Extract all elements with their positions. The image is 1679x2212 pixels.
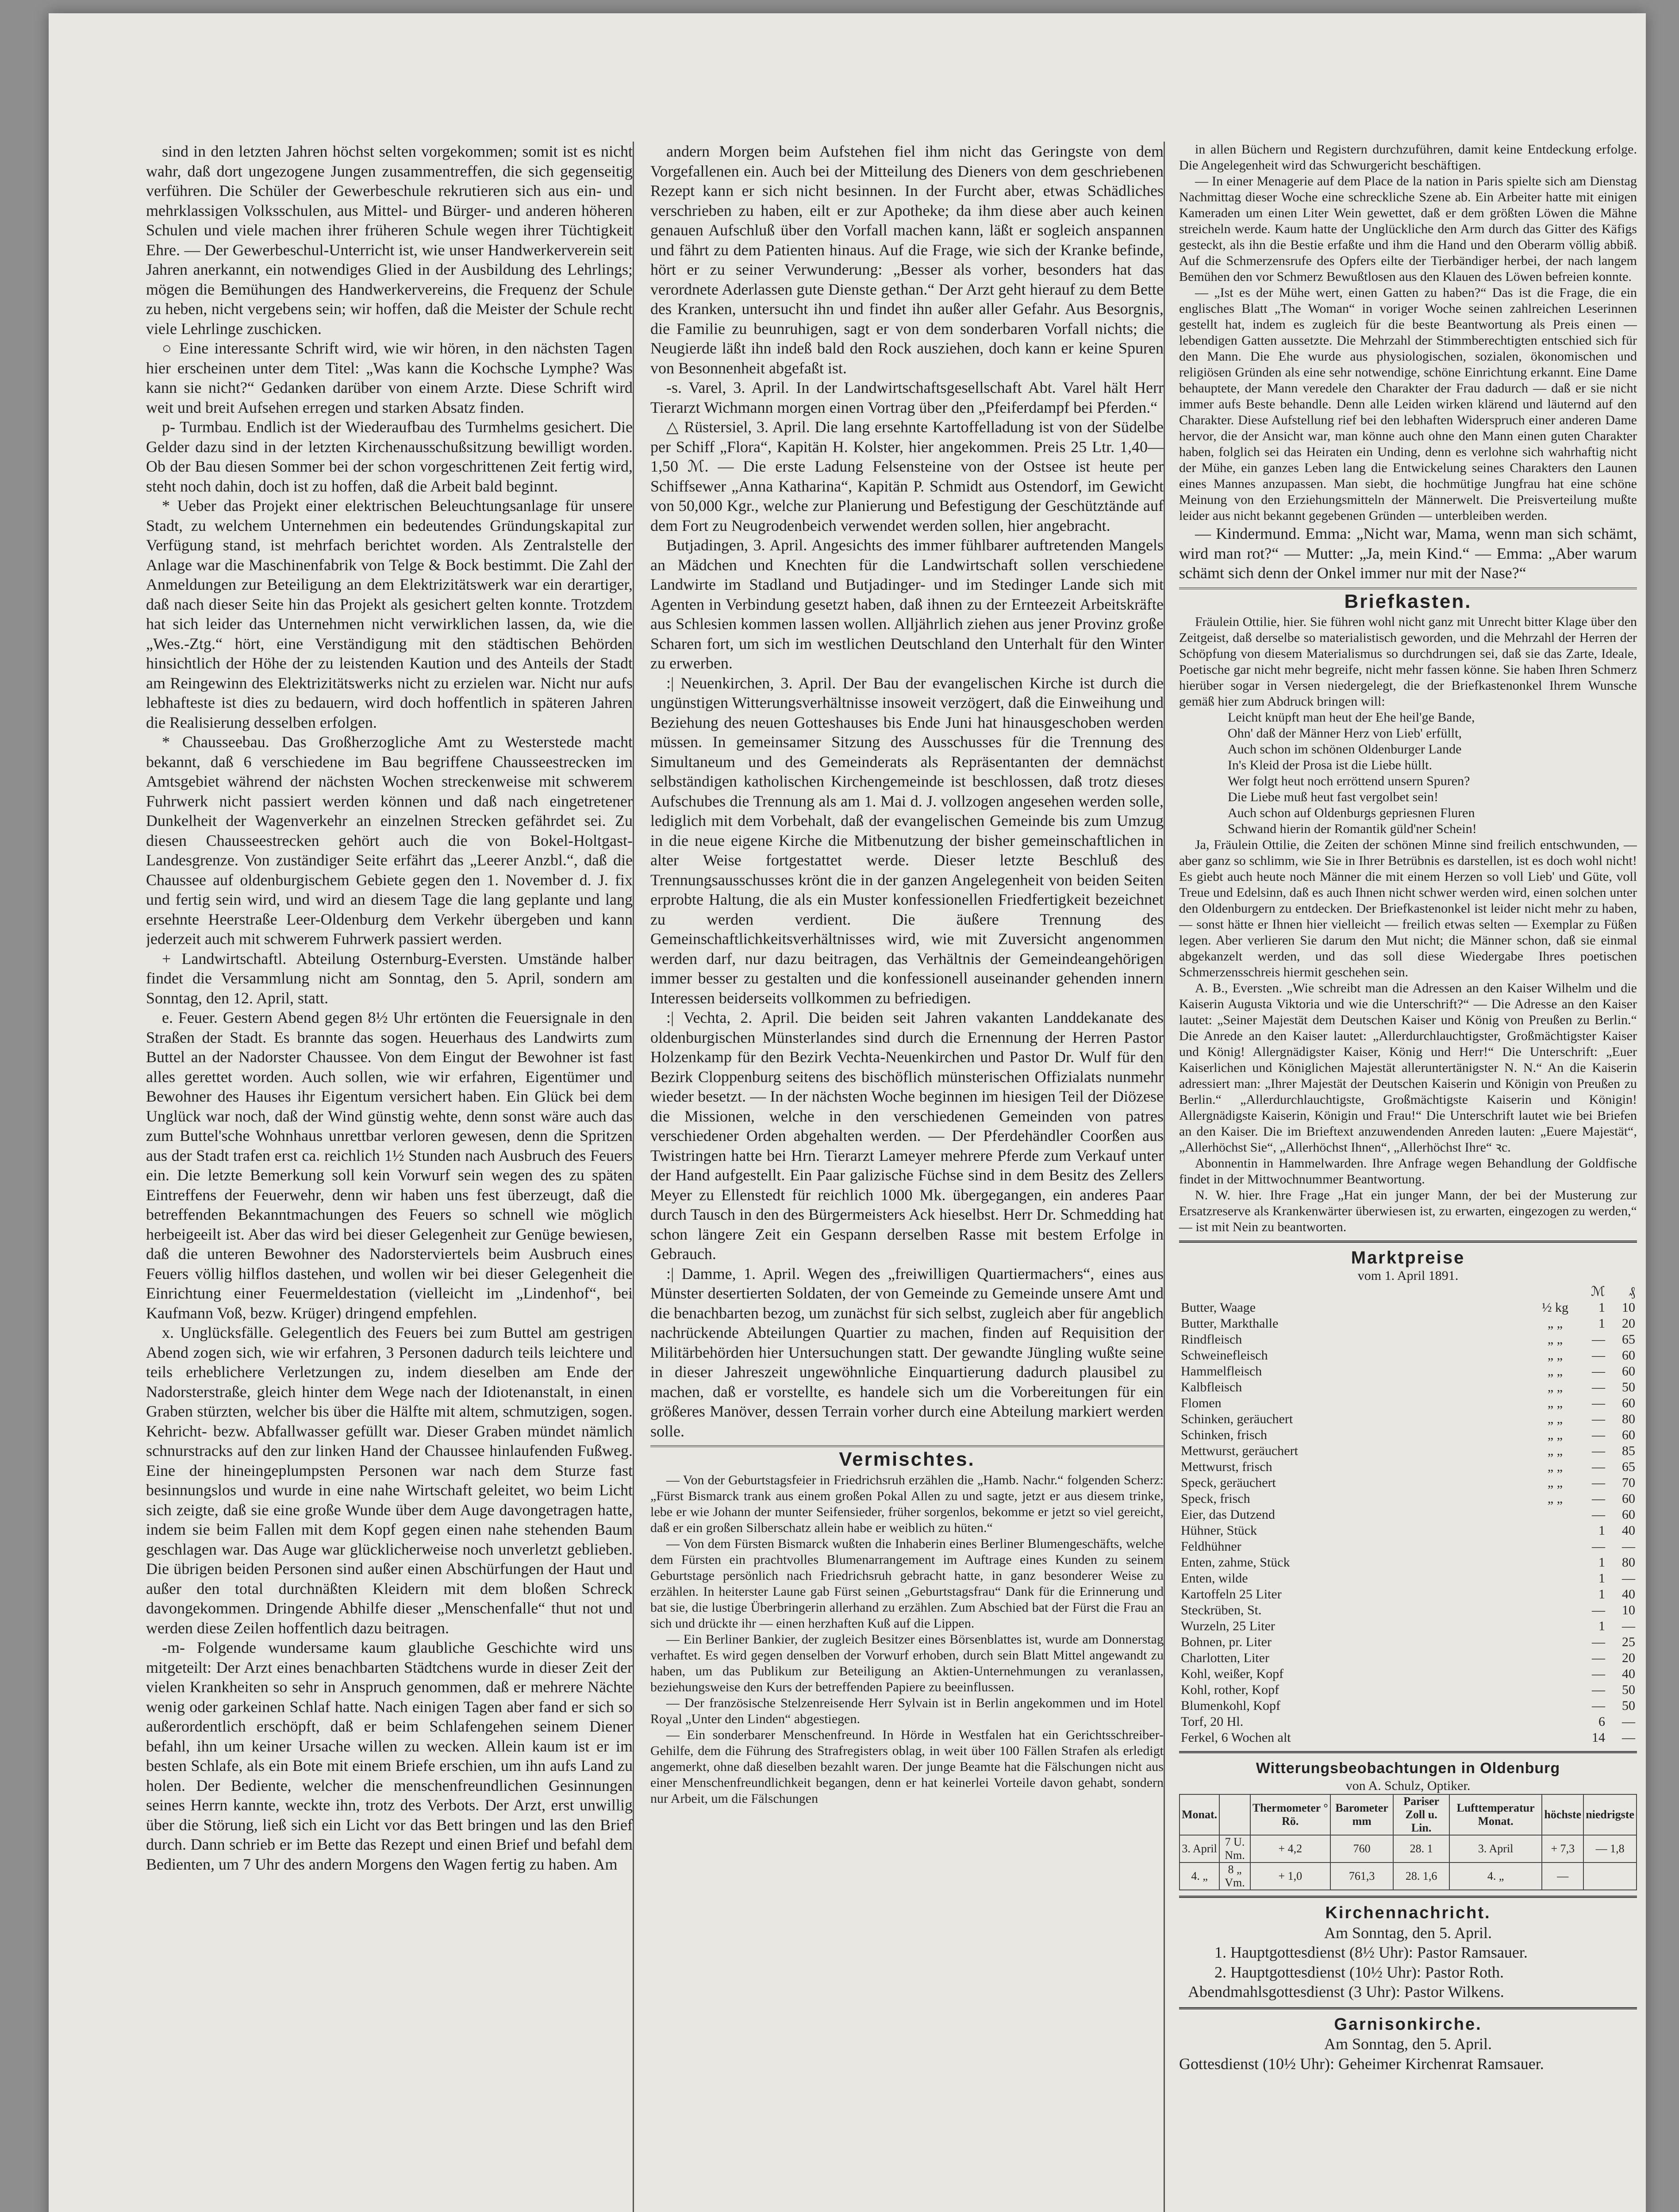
table-row bbox=[1179, 1666, 1637, 1682]
price-pfennig: — bbox=[1622, 1618, 1635, 1633]
poem-line: Ohn' daß der Männer Herz von Lieb' erfüllt, bbox=[1228, 726, 1462, 741]
price-mark: 14 bbox=[1592, 1730, 1605, 1745]
price-mark: — bbox=[1592, 1650, 1605, 1665]
table-cell: 8 „ Vm. bbox=[1219, 1863, 1250, 1890]
price-pfennig: — bbox=[1622, 1730, 1635, 1745]
price-mark: — bbox=[1592, 1698, 1605, 1713]
price-pfennig: 10 bbox=[1622, 1602, 1635, 1617]
vermischtes-item: — In einer Menagerie auf dem Place de la nation in Paris spielte sich am Dienstag Nachmittag dieser Woche eine schreckliche Szene ab. Ein Arbeiter hatte mit einigen Kameraden um einen Liter Wein gewettet, daß er dem größten Löwen die Mähne streicheln werde. Kaum hatte der Unglückliche den Arm durch das Gitter des Käfigs gesteckt, als ihn die Bestie erfaßte und ihm die Hand und den Oberarm völlig abbiß. Auf die Schmerzensrufe des Opfers eilte der Tierbändiger herbei, der nach langem Bemühen den vor Schmerz Bewußtlosen aus den Klauen des Löwen befreien konnte. bbox=[1179, 174, 1637, 284]
price-pfennig: — bbox=[1622, 1714, 1635, 1729]
table-row bbox=[1179, 1411, 1637, 1427]
item-name: Flomen bbox=[1181, 1395, 1222, 1410]
price-pfennig: 85 bbox=[1622, 1443, 1635, 1458]
briefkasten-answer: Abonnentin in Hammelwarden. Ihre Anfrage wegen Behandlung der Goldfische findet in der Mittwochnummer Beantwortung. bbox=[1179, 1156, 1637, 1187]
table-cell: 4. „ bbox=[1180, 1863, 1219, 1890]
briefkasten-answer: N. W. hier. Ihre Frage „Hat ein junger Mann, der bei der Musterung zur Ersatzreserve als Krankenwärter überwiesen ist, zu erwarten, eingezogen zu werden,“ — ist mit Nein zu beantworten. bbox=[1179, 1188, 1637, 1234]
table-row bbox=[1179, 1443, 1637, 1459]
price-pfennig: 65 bbox=[1622, 1332, 1635, 1347]
price-pfennig: 60 bbox=[1622, 1427, 1635, 1442]
item-name: Kartoffeln 25 Liter bbox=[1181, 1586, 1282, 1601]
briefkasten-intro: Fräulein Ottilie, hier. Sie führen wohl nicht ganz mit Unrecht bitter Klage über den Zeitgeist, daß derselbe so materialistisch geworden, und die Mehrzahl der Herren der Schöpfung von diesem Materialismus so durchdrungen sei, daß sie das Zarte, Ideale, Poetische gar nicht mehr begreife, nicht mehr fassen könne. Sie haben Ihren Schmerz hierüber sogar in Versen niedergelegt, die der Briefkastenonkel Ihrem Wunsche gemäß hier zum Abdruck bringen will: bbox=[1179, 614, 1637, 709]
item-name: Eier, das Dutzend bbox=[1181, 1507, 1275, 1522]
unit bbox=[1533, 1650, 1577, 1666]
unit: ½ kg bbox=[1542, 1300, 1568, 1315]
table-row bbox=[1179, 1491, 1637, 1507]
vermischtes-item: — „Ist es der Mühe wert, einen Gatten zu haben?“ Das ist die Frage, die ein englisches Blatt „The Woman“ in voriger Woche seinen zahlreichen Leserinnen gestellt hat, indem es zugleich für die beste Beantwortung als Preis einen — lebendigen Gatten aussetzte. Die Mehrzahl der Stimmberechtigten entschied sich für den Mann. Die Ehe wurde aus physiologischen, sozialen, ökonomischen und religiösen Gründen als eine sehr notwendige, schöne Einrichtung erkannt. Eine Dame behauptete, der Mann veredele den Charakter der Frau dadurch — daß er sie nicht immer aufs Beste behandle. Denn alle Leiden wirken klärend und läuternd auf den Charakter. Diese Aufstellung rief bei den lebhaften Widerspruch einer anderen Dame hervor, die der Ansicht war, man könne auch ohne den Mann einen guten Charakter haben, folglich sei das Heiraten ein Unding, denn es verlohne sich wahrhaftig nicht der Mühe, ein ganzes Leben lang die Entwickelung seines Charakters den Launen eines Mannes anzupassen. Man siebt, die hochmütige Jungfrau hat eine schöne Meinung von den Erziehungsmitteln der Männerwelt. Die Preisverteilung mußte leider aus nicht bekannt gegebenen Gründen — unterbleiben werden. bbox=[1179, 285, 1637, 523]
divider bbox=[1179, 2007, 1637, 2009]
price-mark: — bbox=[1592, 1602, 1605, 1617]
witterung-table bbox=[1179, 1794, 1637, 1890]
unit: „ „ bbox=[1547, 1427, 1563, 1442]
table-row bbox=[1179, 1348, 1637, 1363]
table-cell: 28. 1 bbox=[1393, 1835, 1449, 1863]
article-interessante-schrift: ○ Eine interessante Schrift wird, wie wir hören, in den nächsten Tagen hier erscheinen unter dem Titel: „Was kann die Kochsche Lymphe? Was kann sie nicht?“ Gedanken darüber von einem Arzte. Diese Schrift wird weit und breit Aufsehen erregen und starken Absatz finden. bbox=[146, 339, 633, 416]
column-1 bbox=[146, 142, 633, 2212]
item-name: Enten, zahme, Stück bbox=[1181, 1555, 1290, 1570]
price-pfennig: 20 bbox=[1622, 1650, 1635, 1665]
unit bbox=[1533, 1507, 1577, 1523]
article-chausseebau: * Chausseebau. Das Großherzogliche Amt zu Westerstede macht bekannt, daß 6 verschiedene im Bau begriffene Chausseestrecken im Amtsgebiet während der nächsten Wochen streckenweise mit schwerem Fuhrwerk nicht passiert werden können und daß nach eingetretener Dunkelheit der Wagenverkehr an einzelnen Strecken gefährdet sei. Zu diesen Chausseestrecken gehört auch die von Bokel-Holtgast-Landesgrenze. Von zuständiger Seite erfährt das „Leerer Anzbl.“, daß die Chaussee auf oldenburgischem Gebiete gegen den 1. November d. J. fix und fertig sein wird, und wird an diesem Tage die lang geplante und lang ersehnte Heerstraße Leer-Oldenburg dem Verkehr übergeben und kann jederzeit auch mit schwerem Fuhrwerk passiert werden. bbox=[146, 733, 633, 948]
poem-line: Leicht knüpft man heut der Ehe heil'ge Bande, bbox=[1228, 710, 1475, 725]
price-pfennig: 40 bbox=[1622, 1586, 1635, 1601]
item-name: Speck, frisch bbox=[1181, 1491, 1250, 1506]
unit bbox=[1533, 1555, 1577, 1571]
unit bbox=[1533, 1634, 1577, 1650]
vermischtes-item: — Ein sonderbarer Menschenfreund. In Hörde in Westfalen hat ein Gerichtsschreiber-Gehilfe, dem die Führung des Strafregisters oblag, in weit über 100 Fällen Strafen als erledigt angemerkt, ohne daß dieselben bezahlt waren. Der junge Beamte hat die Fälschungen nicht aus einer Menschenfreundlichkeit begangen, denn er hat keinerlei Vorteile davon gehabt, sondern nur Arbeit, um die Fälschungen bbox=[650, 1727, 1164, 1806]
unit: „ „ bbox=[1547, 1379, 1563, 1394]
item-name: Schinken, geräuchert bbox=[1181, 1411, 1293, 1426]
briefkasten-section bbox=[1179, 614, 1637, 1235]
table-cell: 760 bbox=[1330, 1835, 1394, 1863]
article-neuenkirchen: :| Neuenkirchen, 3. April. Der Bau der evangelischen Kirche ist durch die ungünstigen Witterungsverhältnisse insoweit verzögert, daß die Einweihung und Beziehung des neuen Gotteshauses bis Ende Juni hat hinausgeschoben werden müssen. In gemeinsamer Sitzung des Ausschusses für die Trennung des Simultaneum und des Gemeinderats als Repräsentanten der demnächst selbständigen katholischen Kirchengemeinde ist beschlossen, daß trotz dieses Aufschubes die Trennung als am 1. Mai d. J. vollzogen angesehen werden solle, lediglich mit dem Vorbehalt, daß der evangelischen Gemeinde bis zum Umzug in die neue eigene Kirche die Mitbenutzung der bisher gemeinschaftlichen in alter Weise fortgestattet werde. Dieser letzte Beschluß des Trennungsausschusses krönt die in der ganzen Angelegenheit von beiden Seiten erprobte Haltung, die als ein Muster konfessionellen Friedfertigkeit bezeichnet zu werden verdient. Die äußere Trennung des Gemeinschaftlichkeitsverhältnisses wird, wie mit Zuversicht angenommen werden darf, nur dazu beitragen, das Verhältnis der Gemeindeangehörigen immer besser zu gestalten und die konfessionell auseinander gehenden innern Interessen beiderseits vollkommen zu befriedigen. bbox=[650, 674, 1164, 1007]
price-pfennig: 65 bbox=[1622, 1459, 1635, 1474]
price-pfennig: 50 bbox=[1622, 1379, 1635, 1394]
kirchennachricht-date: Am Sonntag, den 5. April. bbox=[1324, 1924, 1492, 1942]
header-mark: ℳ bbox=[1591, 1284, 1605, 1299]
table-row bbox=[1179, 1650, 1637, 1666]
price-mark: — bbox=[1592, 1332, 1605, 1347]
vermischtes-continued bbox=[1179, 142, 1637, 524]
article-damme: :| Damme, 1. April. Wegen des „freiwilligen Quartiermachers“, eines aus Münster desertierten Soldaten, der von Gemeinde zu Gemeinde unsere Amt und die benachbarten bezog, um zunächst für sich selbst, zugleich aber für angeblich nachrückende Abteilungen Quartier zu machen, finden auf Requisition der Militärbehörden hier Untersuchungen statt. Der gewandte Jüngling wußte seine in dieser Jahreszeit ungewöhnliche Einquartierung dadurch plausibel zu machen, daß er vorstellte, es handele sich um die Vorbereitungen für ein größeres Manöver, dessen Terrain vorher durch eine Abteilung markiert werden solle. bbox=[650, 1264, 1164, 1440]
table-row bbox=[1179, 1300, 1637, 1316]
price-pfennig: — bbox=[1622, 1571, 1635, 1586]
price-mark: 1 bbox=[1598, 1300, 1605, 1315]
table-cell: 761,3 bbox=[1330, 1863, 1394, 1890]
table-row bbox=[1179, 1475, 1637, 1491]
unit: „ „ bbox=[1547, 1411, 1563, 1426]
table-cell: — bbox=[1542, 1863, 1583, 1890]
table-row bbox=[1179, 1363, 1637, 1379]
witterung-subtitle: von A. Schulz, Optiker. bbox=[1345, 1778, 1471, 1793]
table-header-cell: höchste bbox=[1542, 1794, 1583, 1835]
price-pfennig: 50 bbox=[1622, 1682, 1635, 1697]
unit bbox=[1533, 1586, 1577, 1602]
price-pfennig: 40 bbox=[1622, 1523, 1635, 1538]
price-mark: 1 bbox=[1598, 1523, 1605, 1538]
marktpreise-title: Marktpreise bbox=[1351, 1248, 1465, 1267]
price-pfennig: 60 bbox=[1622, 1507, 1635, 1522]
item-name: Schweinefleisch bbox=[1181, 1348, 1268, 1363]
article-kindermund: — Kindermund. Emma: „Nicht war, Mama, wenn man sich schämt, wird man rot?“ — Mutter: „Ja, mein Kind.“ — Emma: „Aber warum schämt sich denn der Onkel immer nur mit der Nase?“ bbox=[1179, 525, 1637, 582]
column-2 bbox=[633, 142, 1164, 2212]
article-gewerbeschule: sind in den letzten Jahren höchst selten vorgekommen; somit ist es nicht wahr, daß dort ungezogene Jungen zusammentreffen, die sich gegenseitig verführen. Die Schüler der Gewerbeschule rekrutieren sich aus ein- und mehrklassigen Volksschulen, aus Mittel- und Bürger- und anderen höheren Schulen und viele machen ihrer früheren Schule wegen ihrer Tüchtigkeit Ehre. — Der Gewerbeschul-Unterricht ist, wie unser Handwerkerverein seit Jahren anerkannt, ein notwendiges Glied in der Ausbildung des Lehrlings; mögen die Bemühungen des Handwerkervereins, die Frequenz der Schule zu heben, nicht vergebens sein; wir hoffen, daß die Meister der Schule recht viele Lehrlinge zuschicken. bbox=[146, 142, 633, 338]
price-mark: — bbox=[1592, 1443, 1605, 1458]
table-row bbox=[1179, 1730, 1637, 1746]
table-header-cell: Lufttemperatur Monat. bbox=[1449, 1794, 1542, 1835]
unit: „ „ bbox=[1547, 1395, 1563, 1410]
table-row bbox=[1179, 1682, 1637, 1698]
unit bbox=[1533, 1539, 1577, 1555]
unit bbox=[1533, 1698, 1577, 1714]
item-name: Blumenkohl, Kopf bbox=[1181, 1698, 1280, 1713]
unit: „ „ bbox=[1547, 1363, 1563, 1379]
article-ruestersiel: △ Rüstersiel, 3. April. Die lang ersehnte Kartoffelladung ist von der Südelbe per Schiff „Flora“, Kapitän H. Kolster, hier angekommen. Preis 25 Ltr. 1,40—1,50 ℳ. — Die erste Ladung Felsensteine von der Ostsee ist heute per Schiffsewer „Anna Katharina“, Kapitän P. Schmidt aus Ostendorf, im Gewicht von 50,000 Kgr., welche zur Planierung und Befestigung der Geschütztände auf dem Fort zu Neugrodenbeich verwendet werden sollen, hier angebracht. bbox=[650, 418, 1164, 534]
item-name: Charlotten, Liter bbox=[1181, 1650, 1269, 1665]
price-pfennig: 60 bbox=[1622, 1491, 1635, 1506]
table-row bbox=[1179, 1523, 1637, 1539]
unit bbox=[1533, 1682, 1577, 1698]
item-name: Kohl, weißer, Kopf bbox=[1181, 1666, 1284, 1681]
table-cell: 7 U. Nm. bbox=[1219, 1835, 1250, 1863]
article-arzt-fortsetzung: andern Morgen beim Aufstehen fiel ihm nicht das Geringste von dem Vorgefallenen ein. Auch bei der Mitteilung des Dieners von dem geschriebenen Rezept kann er sich nicht besinnen. In der Furcht aber, etwas Schädliches verschrieben zu haben, eilt er zur Apotheke; da ihm diese aber auch keinen genauen Aufschluß über den Vorfall machen kann, läßt er sogleich anspannen und fährt zu dem Patienten hinaus. Auf die Frage, wie sich der Kranke befinde, hört er zu seiner Verwunderung: „Besser als vorher, besonders hat das verordnete Aderlassen gute Dienste gethan.“ Der Arzt geht hierauf zu dem Bette des Kranken, untersucht ihn und findet ihn außer aller Gefahr. Aus Besorgnis, die Familie zu beunruhigen, sagt er von dem sonderbaren Vorfall nichts; die Neugierde läßt ihn indeß bald den Rock ausziehen, doch kann er keine Spuren von Besonnenheit abgefaßt ist. bbox=[650, 142, 1164, 377]
unit bbox=[1533, 1618, 1577, 1634]
unit bbox=[1533, 1666, 1577, 1682]
poem-line: Schwand hierin der Romantik güld'ner Schein! bbox=[1228, 822, 1477, 836]
table-row bbox=[1179, 1459, 1637, 1475]
table-row bbox=[1179, 1332, 1637, 1348]
price-mark: — bbox=[1592, 1363, 1605, 1379]
price-mark: — bbox=[1592, 1491, 1605, 1506]
table-row bbox=[1179, 1379, 1637, 1395]
item-name: Mettwurst, frisch bbox=[1181, 1459, 1272, 1474]
price-pfennig: 10 bbox=[1622, 1300, 1635, 1315]
table-row bbox=[1179, 1586, 1637, 1602]
price-pfennig: 50 bbox=[1622, 1698, 1635, 1713]
table-cell: 28. 1,6 bbox=[1393, 1863, 1449, 1890]
kirchennachricht-item: Abendmahlsgottesdienst (3 Uhr): Pastor Wilkens. bbox=[1188, 1983, 1504, 2001]
price-mark: — bbox=[1592, 1475, 1605, 1490]
section-title-vermischtes: Vermischtes. bbox=[650, 1445, 1164, 1470]
price-pfennig: 40 bbox=[1622, 1666, 1635, 1681]
poem-line: In's Kleid der Prosa ist die Liebe hüllt. bbox=[1228, 758, 1432, 772]
price-pfennig: 25 bbox=[1622, 1634, 1635, 1649]
item-name: Butter, Markthalle bbox=[1181, 1316, 1279, 1331]
table-row bbox=[1179, 1539, 1637, 1555]
price-mark: — bbox=[1592, 1666, 1605, 1681]
vermischtes-item: — Von der Geburtstagsfeier in Friedrichsruh erzählen die „Hamb. Nachr.“ folgenden Scherz: „Fürst Bismarck trank aus einem großen Pokal Allen zu und sagte, jetzt er aus diesem trinke, lebe er wie Johann der munter Seifensieder, früher sorgenlos, bekomme er jetzt so viel gereicht, daß er ein großen Silberschatz allein habe er weiblich zu hüten.“ bbox=[650, 1472, 1164, 1535]
table-cell: + 4,2 bbox=[1250, 1835, 1330, 1863]
price-mark: — bbox=[1592, 1459, 1605, 1474]
price-mark: 1 bbox=[1598, 1316, 1605, 1331]
unit bbox=[1533, 1730, 1577, 1746]
table-header-cell bbox=[1219, 1794, 1250, 1835]
item-name: Butter, Waage bbox=[1181, 1300, 1256, 1315]
table-row bbox=[1179, 1714, 1637, 1730]
table-row bbox=[1179, 1698, 1637, 1714]
unit bbox=[1533, 1714, 1577, 1730]
table-row bbox=[1180, 1835, 1637, 1863]
table-cell: + 1,0 bbox=[1250, 1863, 1330, 1890]
item-name: Mettwurst, geräuchert bbox=[1181, 1443, 1298, 1458]
price-pfennig: 60 bbox=[1622, 1363, 1635, 1379]
table-cell: 3. April bbox=[1449, 1835, 1542, 1863]
article-feuer: e. Feuer. Gestern Abend gegen 8½ Uhr ertönten die Feuersignale in den Straßen der Stadt. Es brannte das sogen. Heuerhaus des Landwirts zum Buttel an der Nadorster Chaussee. Von dem Eingut der Bewohner ist fast alles gerettet worden. Auch sollen, wie wir erfahren, Eigentümer und Bewohner des Hauses ihr Eigentum versichert haben. Ein Glück bei dem Unglück war noch, daß der Wind günstig wehte, denn sonst wäre auch das zum Buttel'sche Wohnhaus unrettbar verloren gewesen, denn die Spritzen aus der Stadt trafen erst ca. reichlich 1½ Stunden nach Ausbruch des Feuers ein. Die letzte Bemerkung soll kein Vorwurf sein wegen des zu späten Eintreffens der Feuerwehr, denn wir haben uns fest überzeugt, daß die betreffenden Bekanntmachungen des Feuers so schnell wie möglich herbeigeeilt ist. Aber das wird bei dieser Gelegenheit zur Genüge bewiesen, daß die unteren Bewohner des Nadorsterviertels beim Ausbruch eines Feuers völlig hilflos dastehen, und wollen wir bei dieser Gelegenheit die Einrichtung einer Feuermeldestation (vielleicht im „Lindenhof“, bei Kaufmann Voß, bezw. Krüger) dringend empfehlen. bbox=[146, 1009, 633, 1322]
kirchennachricht-item: 2. Hauptgottesdienst (10½ Uhr): Pastor Roth. bbox=[1214, 1963, 1504, 1981]
unit: „ „ bbox=[1547, 1475, 1563, 1490]
table-cell: — 1,8 bbox=[1583, 1835, 1637, 1863]
unit: „ „ bbox=[1547, 1443, 1563, 1458]
price-mark: — bbox=[1592, 1348, 1605, 1363]
table-row bbox=[1179, 1602, 1637, 1618]
table-row bbox=[1179, 1507, 1637, 1523]
kirchennachricht-title: Kirchennachricht. bbox=[1325, 1904, 1491, 1922]
garnisonkirche-item: Gottesdienst (10½ Uhr): Geheimer Kirchenrat Ramsauer. bbox=[1179, 2055, 1544, 2073]
witterung-title: Witterungsbeobachtungen in Oldenburg bbox=[1256, 1759, 1560, 1777]
poem-line: Wer folgt heut noch erröttend unsern Spuren? bbox=[1228, 774, 1470, 788]
vermischtes-item: in allen Büchern und Registern durchzuführen, damit keine Entdeckung erfolge. Die Angelegenheit wird das Schwurgericht beschäftigen. bbox=[1179, 142, 1637, 173]
price-pfennig: 80 bbox=[1622, 1411, 1635, 1426]
item-name: Speck, geräuchert bbox=[1181, 1475, 1276, 1490]
item-name: Kalbfleisch bbox=[1181, 1379, 1242, 1394]
table-row bbox=[1179, 1555, 1637, 1571]
unit bbox=[1533, 1602, 1577, 1618]
table-header-cell: Thermometer ° Rö. bbox=[1250, 1794, 1330, 1835]
price-pfennig: 60 bbox=[1622, 1348, 1635, 1363]
item-name: Rindfleisch bbox=[1181, 1332, 1242, 1347]
price-mark: — bbox=[1592, 1427, 1605, 1442]
price-mark: 1 bbox=[1598, 1555, 1605, 1570]
item-name: Torf, 20 Hl. bbox=[1181, 1714, 1244, 1729]
item-name: Feldhühner bbox=[1181, 1539, 1241, 1554]
table-row bbox=[1179, 1634, 1637, 1650]
price-mark: — bbox=[1592, 1682, 1605, 1697]
unit: „ „ bbox=[1547, 1491, 1563, 1506]
table-header-row bbox=[1179, 1284, 1637, 1300]
item-name: Ferkel, 6 Wochen alt bbox=[1181, 1730, 1291, 1745]
section-title-briefkasten: Briefkasten. bbox=[1179, 588, 1637, 612]
divider bbox=[1179, 1240, 1637, 1243]
divider bbox=[1179, 1896, 1637, 1898]
article-landwirtschaft-osternburg: + Landwirtschaftl. Abteilung Osternburg-Eversten. Umstände halber findet die Versammlung nicht am Sonntag, den 5. April, sondern am Sonntag, den 12. April, statt. bbox=[146, 949, 633, 1007]
table-cell: + 7,3 bbox=[1542, 1835, 1583, 1863]
item-name: Enten, wilde bbox=[1181, 1571, 1248, 1586]
table-row bbox=[1179, 1395, 1637, 1411]
header-pfennig: ₰ bbox=[1629, 1284, 1635, 1299]
table-row bbox=[1179, 1571, 1637, 1586]
poem-line: Auch schon im schönen Oldenburger Lande bbox=[1228, 742, 1462, 757]
price-mark: — bbox=[1592, 1379, 1605, 1394]
price-mark: 6 bbox=[1598, 1714, 1605, 1729]
briefkasten-answer: A. B., Eversten. „Wie schreibt man die Adressen an den Kaiser Wilhelm und die Kaiserin Augusta Viktoria und wie die Unterschrift?“ — Die Adresse an den Kaiser lautet: „Seiner Majestät dem Deutschen Kaiser und König von Preußen zu Berlin.“ Die Anrede an den Kaiser lautet: „Allerdurchlauchtigster, Großmächtigster Kaiser und König! Allergnädigster Kaiser, König und Herr!“ Die Unterschrift: „Euer Kaiserlichen und Königlichen Majestät alleruntertänigster N. N.“ An die Kaiserin adressiert man: „Ihrer Majestät der Deutschen Kaiserin und Königin von Preußen zu Berlin.“ „Allerdurchlauchtigste, Großmächtigste Kaiserin und Königin! Allergnädigste Kaiserin, Königin und Frau!“ Die Unterschrift lautet wie bei Briefen an den Kaiser. Die im Brieftext anzuwendenden Anreden lauten: „Euere Majestät“, „Allerhöchst Sie“, „Allerhöchst Ihnen“, „Allerhöchst Ihre“ ꝛc. bbox=[1179, 981, 1637, 1155]
price-mark: — bbox=[1592, 1634, 1605, 1649]
unit bbox=[1533, 1571, 1577, 1586]
newspaper-page bbox=[49, 13, 1646, 2212]
price-mark: 1 bbox=[1598, 1586, 1605, 1601]
item-name: Hammelfleisch bbox=[1181, 1363, 1262, 1379]
vermischtes-item: — Ein Berliner Bankier, der zugleich Besitzer eines Börsenblattes ist, wurde am Donnerstag verhaftet. Es wird gegen denselben der Vorwurf erhoben, durch sein Blatt Mittel angewandt zu haben, um das Publikum zur Beteiligung an Aktien-Unternehmungen zu veranlassen, beziehungsweise den Kurs der betreffenden Papiere zu beeinflussen. bbox=[650, 1632, 1164, 1694]
garnisonkirche-title: Garnisonkirche. bbox=[1334, 2015, 1482, 2034]
article-geschichte-arzt: -m- Folgende wundersame kaum glaubliche Geschichte wird uns mitgeteilt: Der Arzt eines benachbarten Städtchens wurde in dieser Zeit der vielen Krankheiten so sehr in Anspruch genommen, daß er mehrere Nächte wenig oder garkeinen Schlaf hatte. Nach einigen Tagen aber fand er sich so außerordentlich erschöpft, daß er beim Schlafengehen seinem Diener befahl, ihn um keiner Ursache willen zu wecken. Allein kaum ist er im besten Schlafe, als ein Bote mit einem Briefe erschien, um ihn aufs Land zu holen. Der Bediente, welcher die menschenfreundlichen Gesinnungen seines Herrn kannte, weckte ihn, trotz des Verbots. Der Arzt, erst unwillig über die Störung, ließ sich ein Licht vor das Bett bringen und las den Brief durch. Dann schrieb er im Bette das Rezept und einen Brief und befahl dem Bedienten, um 7 Uhr des andern Morgens den Wagen fertig zu haben. Am bbox=[146, 1639, 633, 1873]
item-name: Hühner, Stück bbox=[1181, 1523, 1257, 1538]
price-mark: — bbox=[1592, 1507, 1605, 1522]
poem-line: Die Liebe muß heut fast vergolbet sein! bbox=[1228, 790, 1438, 804]
table-row bbox=[1179, 1316, 1637, 1332]
unit: „ „ bbox=[1547, 1348, 1563, 1363]
item-name: Schinken, frisch bbox=[1181, 1427, 1267, 1442]
price-mark: — bbox=[1592, 1395, 1605, 1410]
article-vechta: :| Vechta, 2. April. Die beiden seit Jahren vakanten Landdekanate des oldenburgischen Münsterlandes sind durch die Ernennung der Herren Pastor Holzenkamp für den Bezirk Vechta-Neuenkirchen und Pastor Dr. Wulf für den Bezirk Cloppenburg seitens des bischöflich münsterischen Offizialats nunmehr wieder besetzt. — In der nächsten Woche beginnen im hiesigen Teil der Diözese die Missionen, welche in den verschiedenen Gemeinden von patres verschiedener Orden abgehalten werden. — Der Pferdehändler Coorßen aus Twistringen hatte bei Hrn. Tierarzt Lameyer mehrere Pferde zum Verkauf unter der Hand aufgestellt. Ein Paar galizische Füchse sind in dem Besitz des Zellers Meyer zu Ellenstedt für reichlich 1000 Mk. übergegangen, ein anderes Paar durch Tausch in den des Bürgermeisters Ack hieselbst. Herr Dr. Schmedding hat schon längere Zeit ein Gespann derselben Rasse mit bestem Erfolge in Gebrauch. bbox=[650, 1009, 1164, 1263]
table-row bbox=[1179, 1618, 1637, 1634]
table-row bbox=[1180, 1863, 1637, 1890]
price-mark: 1 bbox=[1598, 1571, 1605, 1586]
vermischtes-section bbox=[650, 1472, 1164, 1807]
column-3 bbox=[1164, 142, 1637, 2212]
article-elektrische-beleuchtung: * Ueber das Projekt einer elektrischen Beleuchtungsanlage für unsere Stadt, zu welchem Unternehmen ein bedeutendes Gründungskapital zur Verfügung stand, ist mehrfach berichtet worden. Als Zentralstelle der Anlage war die Maschinenfabrik von Telge & Bock bestimmt. Die Zahl der Anmeldungen zur Beteiligung an dem Elektrizitätswerk war ein derartiger, daß nach dieser Seite hin das Projekt als gesichert gelten konnte. Trotzdem hat sich leider das Unternehmen nicht verwirklichen lassen, da, wie die „Wes.-Ztg.“ hört, eine Verständigung mit den städtischen Behörden hinsichtlich der Höhe der zu leistenden Kaution und des Anteils der Stadt am Reingewinn des Elektrizitätswerks nicht zu erzielen war. Nicht nur aufs lebhafteste ist dies zu bedauern, wird doch hoffentlich in späteren Jahren die Realisierung desselben erfolgen. bbox=[146, 497, 633, 731]
table-cell: 3. April bbox=[1180, 1835, 1219, 1863]
article-varel: -s. Varel, 3. April. In der Landwirtschaftsgesellschaft Abt. Varel hält Herr Tierarzt Wichmann morgen einen Vortrag über den „Pfeiferdampf bei Pferden.“ bbox=[650, 379, 1164, 416]
unit: „ „ bbox=[1547, 1459, 1563, 1474]
vermischtes-item: — Von dem Fürsten Bismarck wußten die Inhaberin eines Berliner Blumengeschäfts, welche dem Fürsten ein prachtvolles Blumenarrangement im Auftrage eines Kunden zu seinem Geburtstage persönlich nach Friedrichsruh gebracht hatte, in ganz besonderer Weise zu erzählen. In heiterster Laune gab Fürst seinen „Geburtstagsfrau“ Dank für die Erinnerung und bat sie, die lustige Überbringerin allerhand zu erzählen. Zum Abschied bat der Fürst die Frau an sich und drückte ihr — einen herzhaften Kuß auf die Lippen. bbox=[650, 1536, 1164, 1631]
price-mark: — bbox=[1592, 1539, 1605, 1554]
item-name: Wurzeln, 25 Liter bbox=[1181, 1618, 1275, 1633]
price-mark: — bbox=[1592, 1411, 1605, 1426]
table-cell bbox=[1583, 1863, 1637, 1890]
unit: „ „ bbox=[1547, 1332, 1563, 1347]
briefkasten-answer: Ja, Fräulein Ottilie, die Zeiten der schönen Minne sind freilich entschwunden, — aber ganz so schlimm, wie Sie in Ihrer Betrübnis es darstellen, ist es doch wohl nicht! Es giebt auch heute noch Männer die mit einem Herzen so voll Lieb' und Güte, voll Treue und Edelsinn, daß es auch Ihnen nicht schwer werden wird, einen solchen unter den Oldenburgern zu entdecken. Der Briefkastenonkel ist leider nicht mehr zu haben, — sonst hätte er Ihnen hier vielleicht — freilich etwas selten — Exemplar zu Füßen legen. Aber verlieren Sie darum den Mut nicht; die Männer schon, daß sie einmal abgekanzelt werden, und das soll diese Wiedergabe Ihres poetischen Schmerzensschreis hiermit geschehen sein. bbox=[1179, 837, 1637, 979]
price-pfennig: 60 bbox=[1622, 1395, 1635, 1410]
table-header-cell: Barometer mm bbox=[1330, 1794, 1394, 1835]
price-mark: 1 bbox=[1598, 1618, 1605, 1633]
price-pfennig: — bbox=[1622, 1539, 1635, 1554]
item-name: Kohl, rother, Kopf bbox=[1181, 1682, 1279, 1697]
price-pfennig: 80 bbox=[1622, 1555, 1635, 1570]
poem-line: Auch schon auf Oldenburgs gepriesnen Fluren bbox=[1228, 806, 1475, 820]
table-header-cell: Pariser Zoll u. Lin. bbox=[1393, 1794, 1449, 1835]
table-header-cell: niedrigste bbox=[1583, 1794, 1637, 1835]
table-header-cell: Monat. bbox=[1180, 1794, 1219, 1835]
price-pfennig: 70 bbox=[1622, 1475, 1635, 1490]
table-cell: 4. „ bbox=[1449, 1863, 1542, 1890]
table-header-row bbox=[1180, 1794, 1637, 1835]
garnisonkirche-date: Am Sonntag, den 5. April. bbox=[1324, 2035, 1492, 2053]
unit: „ „ bbox=[1547, 1316, 1563, 1331]
item-name: Bohnen, pr. Liter bbox=[1181, 1634, 1272, 1649]
kirchennachricht-item: 1. Hauptgottesdienst (8½ Uhr): Pastor Ramsauer. bbox=[1214, 1943, 1528, 1961]
unit bbox=[1533, 1523, 1577, 1539]
table-row bbox=[1179, 1427, 1637, 1443]
article-butjadingen: Butjadingen, 3. April. Angesichts des immer fühlbarer auftretenden Mangels an Mädchen und Knechten für die Landwirtschaft sollen verschiedene Landwirte im Stadland und Butjadinger- und im Stedinger Lande sich mit Agenten in Verbindung gesetzt haben, daß ihnen zu der Ernteezeit Arbeitskräfte aus Schlesien kommen lassen wollen. Alljährlich ziehen aus jener Provinz große Scharen fort, um sich im westlichen Deutschland den Unterhalt für den Winter zu erwerben. bbox=[650, 536, 1164, 672]
price-pfennig: 20 bbox=[1622, 1316, 1635, 1331]
divider bbox=[1179, 1751, 1637, 1753]
article-ungluecksfaelle: x. Unglücksfälle. Gelegentlich des Feuers bei zum Buttel am gestrigen Abend zogen sich, wie wir erfahren, 3 Personen dadurch teils leichtere und teils erheblichere Verletzungen zu, indem dieselben am Ende der Nadorsterstraße, gleich hinter dem Wege nach der Idiotenanstalt, in einen Graben stürzten, welcher bis über die Hälfte mit altem, schmutzigen, sogen. Kehricht- bezw. Abfallwasser gefüllt war. Dieser Graben mündet nämlich schnurstracks auf den zur linken Hand der Chaussee hinlaufenden Fußweg. Eine der hineingeplumpsten Personen war nach dem Sturze fast besinnungslos und wurde in eine nahe Wirtschaft geleitet, wo beim Licht sich zeigte, daß sie eine große Wunde über dem Auge davongetragen hatte, indem sie beim Fallen mit dem Kopf gegen einen nahe stehenden Baum geschlagen war. Das Auge war glücklicherweise noch unverletzt geblieben. Die übrigen beiden Personen sind außer einen Abschürfungen der Haut und außer den total durchnäßten Kleidern mit dem bloßen Schreck davongekommen. Dringende Abhilfe dieser „Menschenfalle“ thut not und werden diese Zeilen hoffentlich dazu beitragen. bbox=[146, 1324, 633, 1637]
marktpreise-table bbox=[1179, 1284, 1637, 1746]
marktpreise-date: vom 1. April 1891. bbox=[1357, 1268, 1459, 1283]
article-turmbau: p- Turmbau. Endlich ist der Wiederaufbau des Turmhelms gesichert. Die Gelder dazu sind in der letzten Kirchenausschußsitzung bewilligt worden. Ob der Bau diesen Sommer bei der schon vorgeschrittenen Zeit fertig wird, steht noch dahin, doch ist zu hoffen, daß die Arbeit bald beginnt. bbox=[146, 418, 633, 495]
item-name: Steckrüben, St. bbox=[1181, 1602, 1262, 1617]
vermischtes-item: — Der französische Stelzenreisende Herr Sylvain ist in Berlin angekommen und im Hotel Royal „Unter den Linden“ abgestiegen. bbox=[650, 1695, 1164, 1726]
